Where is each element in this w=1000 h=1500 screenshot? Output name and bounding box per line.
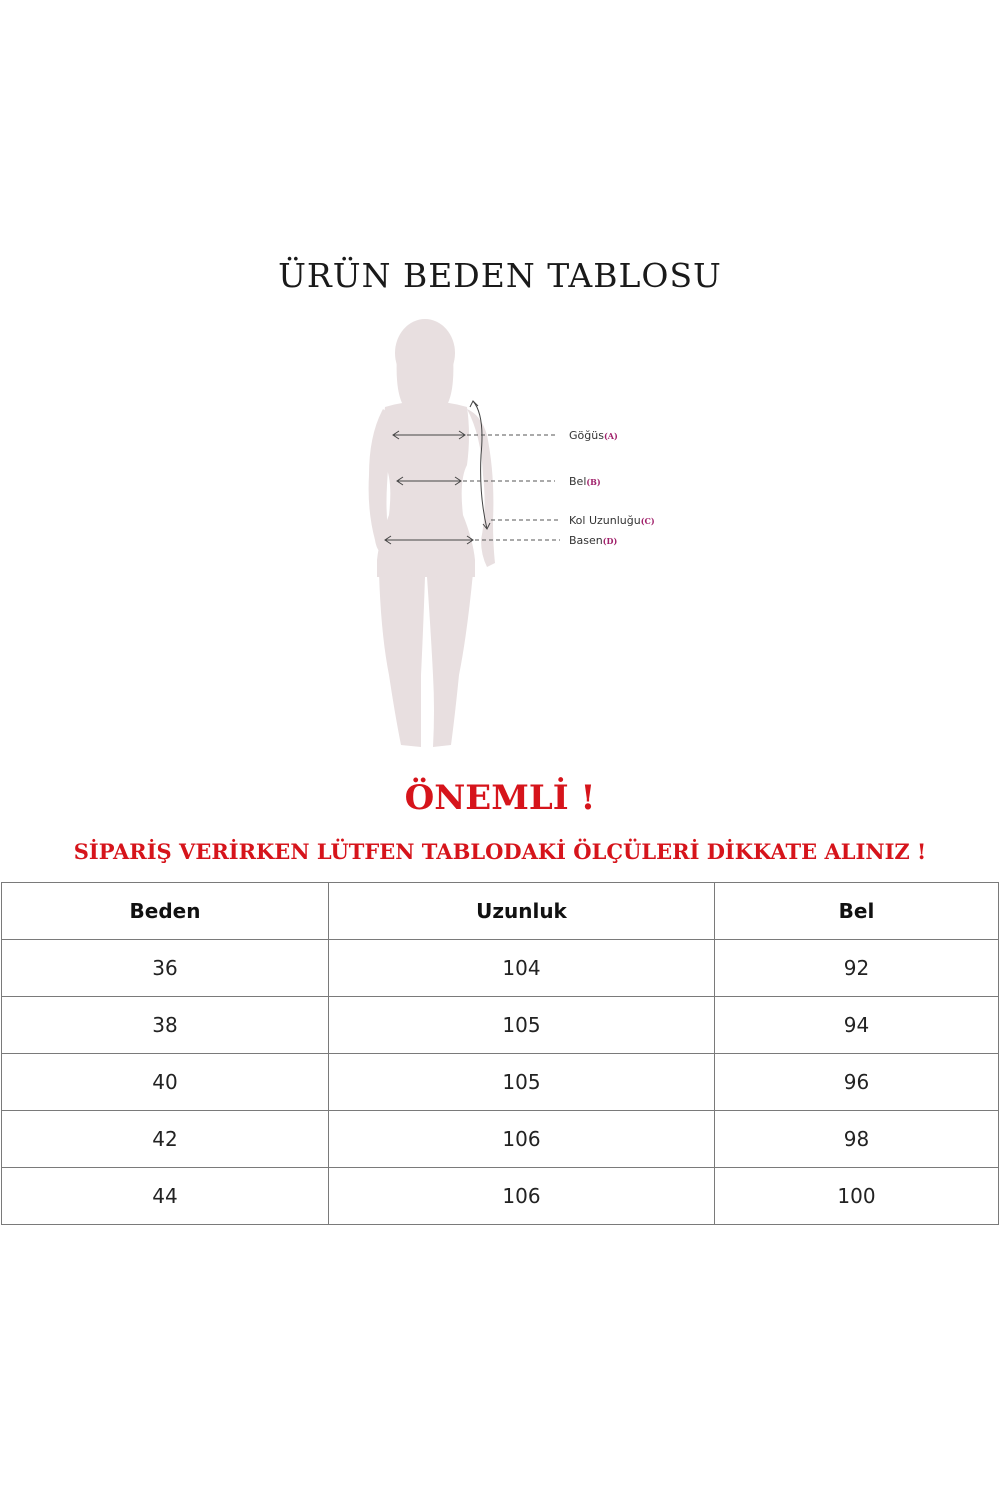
table-header-row [2, 883, 999, 940]
cell-beden: 40 [2, 1054, 329, 1111]
cell-bel: 92 [715, 940, 999, 997]
cell-bel: 100 [715, 1168, 999, 1225]
size-table [1, 882, 999, 1225]
header-beden: Beden [2, 883, 329, 940]
cell-bel: 96 [715, 1054, 999, 1111]
table-row [2, 1054, 999, 1111]
cell-uzunluk: 105 [329, 1054, 715, 1111]
cell-bel: 98 [715, 1111, 999, 1168]
important-heading: ÖNEMLİ ! [404, 778, 596, 818]
cell-uzunluk: 106 [329, 1111, 715, 1168]
order-notice: SİPARİŞ VERİRKEN LÜTFEN TABLODAKİ ÖLÇÜLERİ DİKKATE ALINIZ ! [73, 839, 927, 864]
page-title: ÜRÜN BEDEN TABLOSU [278, 256, 722, 295]
size-guide-figure [355, 315, 675, 755]
woman-silhouette-icon [355, 315, 675, 755]
header-bel: Bel [715, 883, 999, 940]
cell-bel: 94 [715, 997, 999, 1054]
cell-beden: 36 [2, 940, 329, 997]
cell-uzunluk: 106 [329, 1168, 715, 1225]
cell-beden: 44 [2, 1168, 329, 1225]
table-row [2, 997, 999, 1054]
cell-uzunluk: 104 [329, 940, 715, 997]
table-row [2, 940, 999, 997]
header-uzunluk: Uzunluk [329, 883, 715, 940]
cell-beden: 42 [2, 1111, 329, 1168]
measure-label-gogus: Göğüs(A) [569, 429, 618, 442]
measure-label-basen: Basen(D) [569, 534, 618, 547]
cell-uzunluk: 105 [329, 997, 715, 1054]
measure-label-kol-uzunlugu: Kol Uzunluğu(C) [569, 514, 655, 527]
measure-label-bel: Bel(B) [569, 475, 601, 488]
table-row [2, 1111, 999, 1168]
cell-beden: 38 [2, 997, 329, 1054]
table-row [2, 1168, 999, 1225]
